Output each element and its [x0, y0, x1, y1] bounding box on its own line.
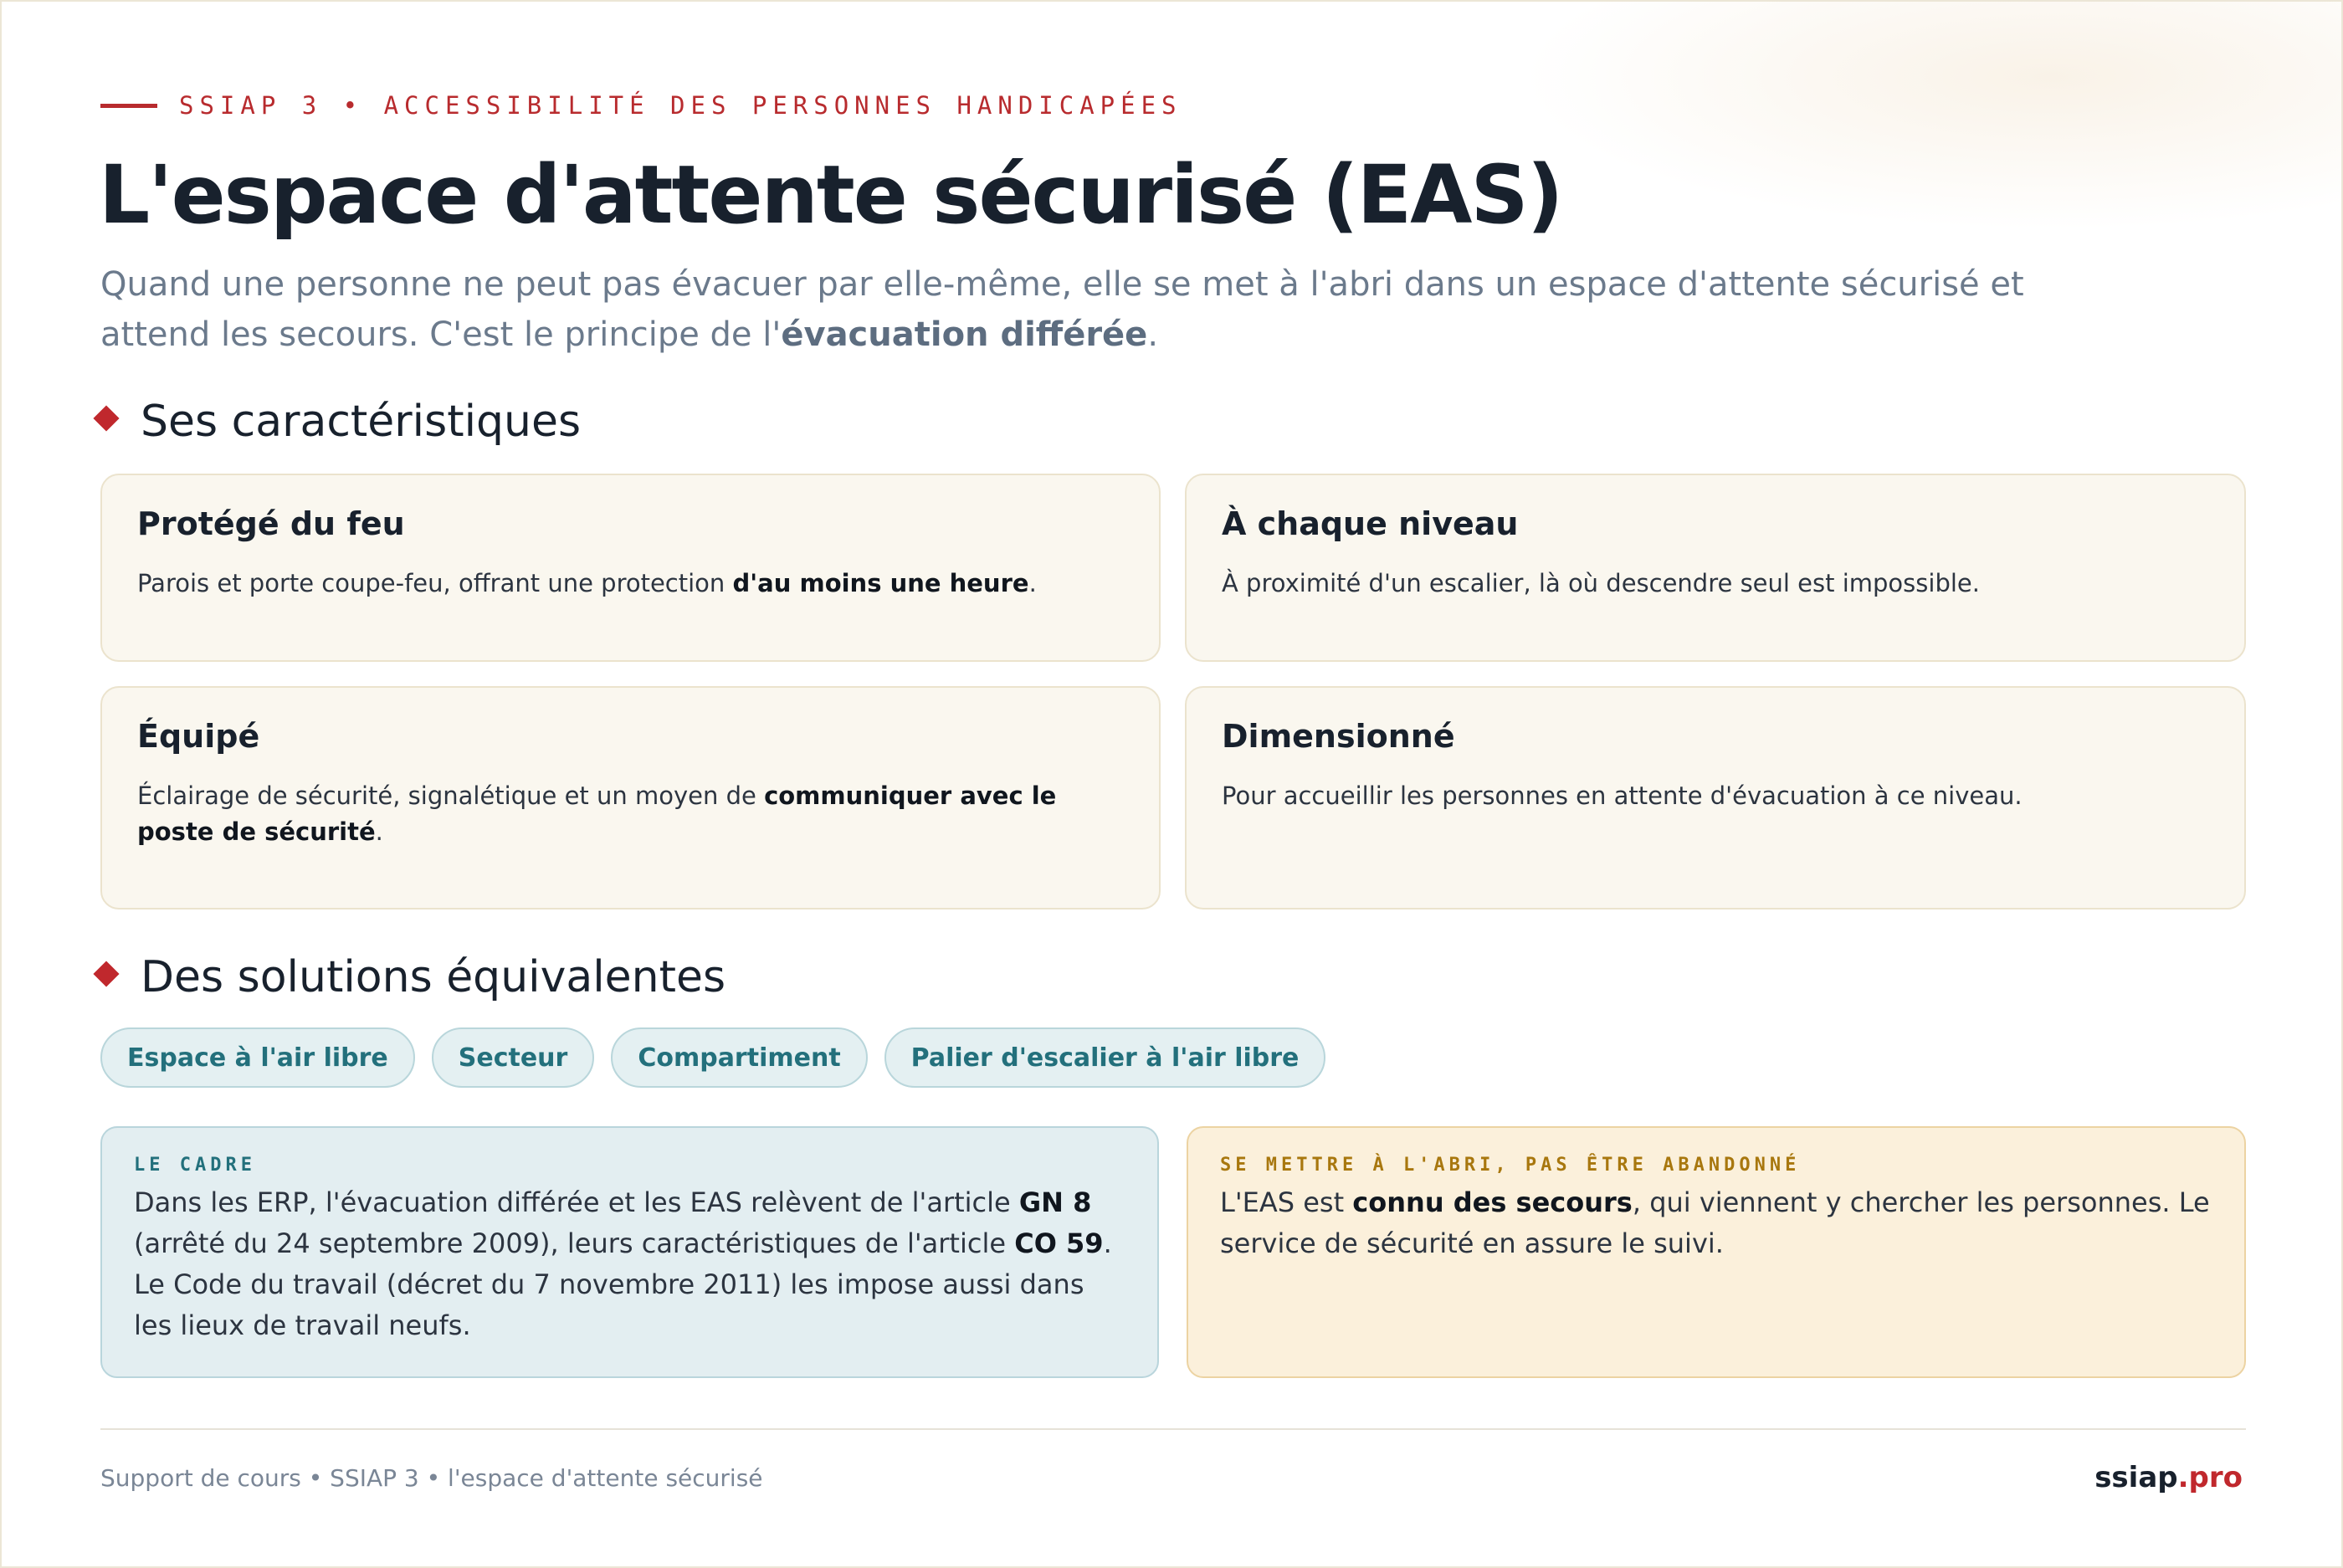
- eyebrow-rule: [100, 104, 157, 108]
- card-title: Équipé: [137, 718, 260, 755]
- card-text-part: Éclairage de sécurité, signalétique et un moyen de: [137, 781, 765, 810]
- callout-emphasis: connu des secours: [1352, 1186, 1633, 1218]
- callout-se-mettre-a-l-abri: [1187, 1126, 2246, 1378]
- callout-text-part: L'EAS est: [1220, 1186, 1353, 1218]
- callout-text-part: . Le Code du travail (décret du 7 novembre 2011) les impose aussi dans les lieux de travail neufs.: [134, 1227, 1112, 1341]
- card-text-emphasis: d'au moins une heure: [732, 569, 1029, 597]
- card-title: Protégé du feu: [137, 505, 405, 542]
- callout-label: LE CADRE: [134, 1155, 256, 1176]
- callout-emphasis: GN 8: [1018, 1186, 1092, 1218]
- card-text: À proximité d'un escalier, là où descendre seul est impossible.: [1222, 569, 1980, 597]
- brand-tld: .pro: [2177, 1461, 2243, 1494]
- card-equipe: [100, 686, 1161, 910]
- page-title: L'espace d'attente sécurisé (EAS): [99, 148, 1562, 242]
- lead-text-end: .: [1147, 315, 1159, 354]
- lead-text: Quand une personne ne peut pas évacuer par elle-même, elle se met à l'abri dans un espace d'attente sécurisé et attend les secours. C'est le principe de l': [100, 265, 2024, 354]
- callout-text-part: (arrêté du 24 septembre 2009), leurs caractéristiques de l'article: [134, 1227, 1015, 1259]
- pill-compartiment: Compartiment: [611, 1027, 867, 1088]
- card-title: Dimensionné: [1222, 718, 1455, 755]
- pill-espace-air-libre: Espace à l'air libre: [100, 1027, 415, 1088]
- lead-paragraph: [100, 259, 2092, 360]
- diamond-bullet-icon: [93, 961, 119, 986]
- callout-label: SE METTRE À L'ABRI, PAS ÊTRE ABANDONNÉ: [1220, 1155, 1801, 1176]
- section-heading-solutions: [97, 952, 725, 1002]
- card-text-part: .: [375, 817, 383, 846]
- footer-divider: [100, 1428, 2246, 1430]
- footer-caption: Support de cours • SSIAP 3 • l'espace d'attente sécurisé: [100, 1464, 763, 1492]
- pill-palier-escalier: Palier d'escalier à l'air libre: [884, 1027, 1326, 1088]
- card-dimensionne: [1185, 686, 2246, 910]
- eyebrow-text: SSIAP 3 • ACCESSIBILITÉ DES PERSONNES HANDICAPÉES: [179, 91, 1182, 120]
- brand-name: ssiap: [2094, 1461, 2178, 1494]
- callout-text: [134, 1182, 1125, 1346]
- solutions-pill-list: [100, 1027, 1342, 1088]
- section-title: Des solutions équivalentes: [141, 952, 726, 1002]
- card-title: À chaque niveau: [1222, 505, 1519, 542]
- callout-text: [1220, 1182, 2212, 1264]
- card-text: [137, 778, 1124, 850]
- card-text-part: .: [1028, 569, 1037, 597]
- section-title: Ses caractéristiques: [141, 397, 582, 447]
- callout-emphasis: CO 59: [1014, 1227, 1104, 1259]
- callout-le-cadre: [100, 1126, 1159, 1378]
- eyebrow: [100, 89, 1182, 122]
- pill-secteur: Secteur: [432, 1027, 595, 1088]
- card-text: [137, 566, 1124, 602]
- card-text-emphasis: communiquer avec le poste de sécurité: [137, 781, 1057, 846]
- card-text-part: Parois et porte coupe-feu, offrant une protection: [137, 569, 733, 597]
- section-heading-characteristics: [97, 397, 581, 447]
- brand-logo: [2094, 1461, 2243, 1494]
- card-text: Pour accueillir les personnes en attente d'évacuation à ce niveau.: [1222, 781, 2023, 810]
- diamond-bullet-icon: [93, 405, 119, 431]
- callout-text-part: Dans les ERP, l'évacuation différée et les EAS relèvent de l'article: [134, 1186, 1019, 1218]
- card-a-chaque-niveau: [1185, 474, 2246, 662]
- lead-emphasis: évacuation différée: [781, 315, 1148, 354]
- callout-text-part: , qui viennent y chercher les personnes. Le service de sécurité en assure le suivi.: [1220, 1186, 2210, 1259]
- card-protege-du-feu: [100, 474, 1161, 662]
